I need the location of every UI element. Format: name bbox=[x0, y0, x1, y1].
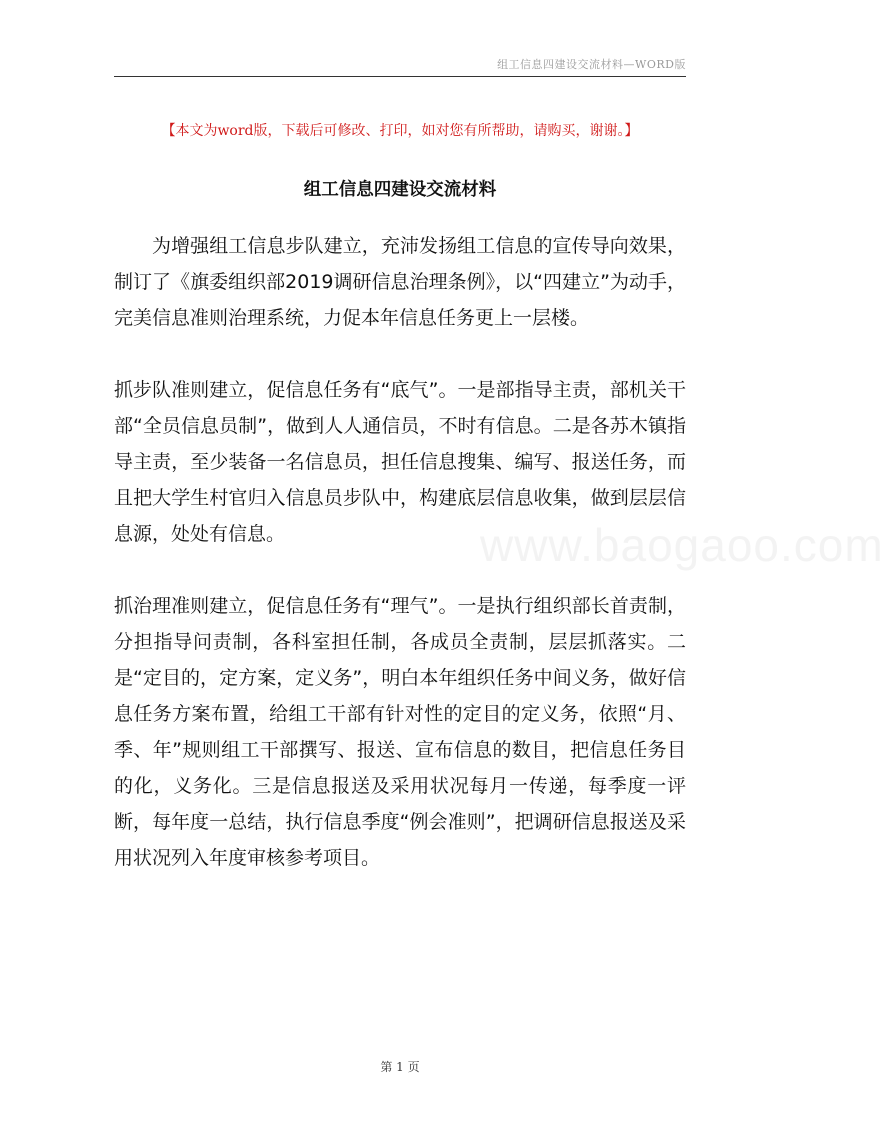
running-header: 组工信息四建设交流材料—WORD版 bbox=[497, 58, 686, 71]
document-title: 组工信息四建设交流材料 bbox=[303, 180, 497, 200]
paragraph-team-building: 抓步队准则建立，促信息任务有“底气”。一是部指导主责，部机关干部“全员信息员制”，做到人人通信员，不时有信息。二是各苏木镇指导主责，至少装备一名信息员，担任信息搜集、编写、报送任务，而且把大学生村官归入信息员步队中，构建底层信息收集，做到层层信息源，处处有信息。 bbox=[114, 379, 686, 545]
purchase-notice: 【本文为word版，下载后可修改、打印，如对您有所帮助，请购买，谢谢。】 bbox=[161, 123, 639, 139]
document-body bbox=[114, 228, 686, 876]
header-divider bbox=[114, 76, 686, 77]
paragraph-management: 抓治理准则建立，促信息任务有“理气”。一是执行组织部长首责制，分担指导问责制，各科室担任制，各成员全责制，层层抓落实。二是“定目的，定方案，定义务”，明白本年组织任务中间义务，做好信息任务方案布置，给组工干部有针对性的定目的定义务，依照“月、季、年”规则组工干部撰写、报送、宣布信息的数目，把信息任务目的化，义务化。三是信息报送及采用状况每月一传递，每季度一评断，每年度一总结，执行信息季度“例会准则”，把调研信息报送及采用状况列入年度审核参考项目。 bbox=[114, 595, 686, 869]
paragraph-intro: 为增强组工信息步队建立，充沛发扬组工信息的宣传导向效果，制订了《旗委组织部2019调研信息治理条例》，以“四建立”为动手，完美信息准则治理系统，力促本年信息任务更上一层楼。 bbox=[114, 235, 686, 329]
page-number: 第 1 页 bbox=[380, 1060, 420, 1074]
watermark-text: www.baogaoo.com bbox=[480, 519, 884, 571]
